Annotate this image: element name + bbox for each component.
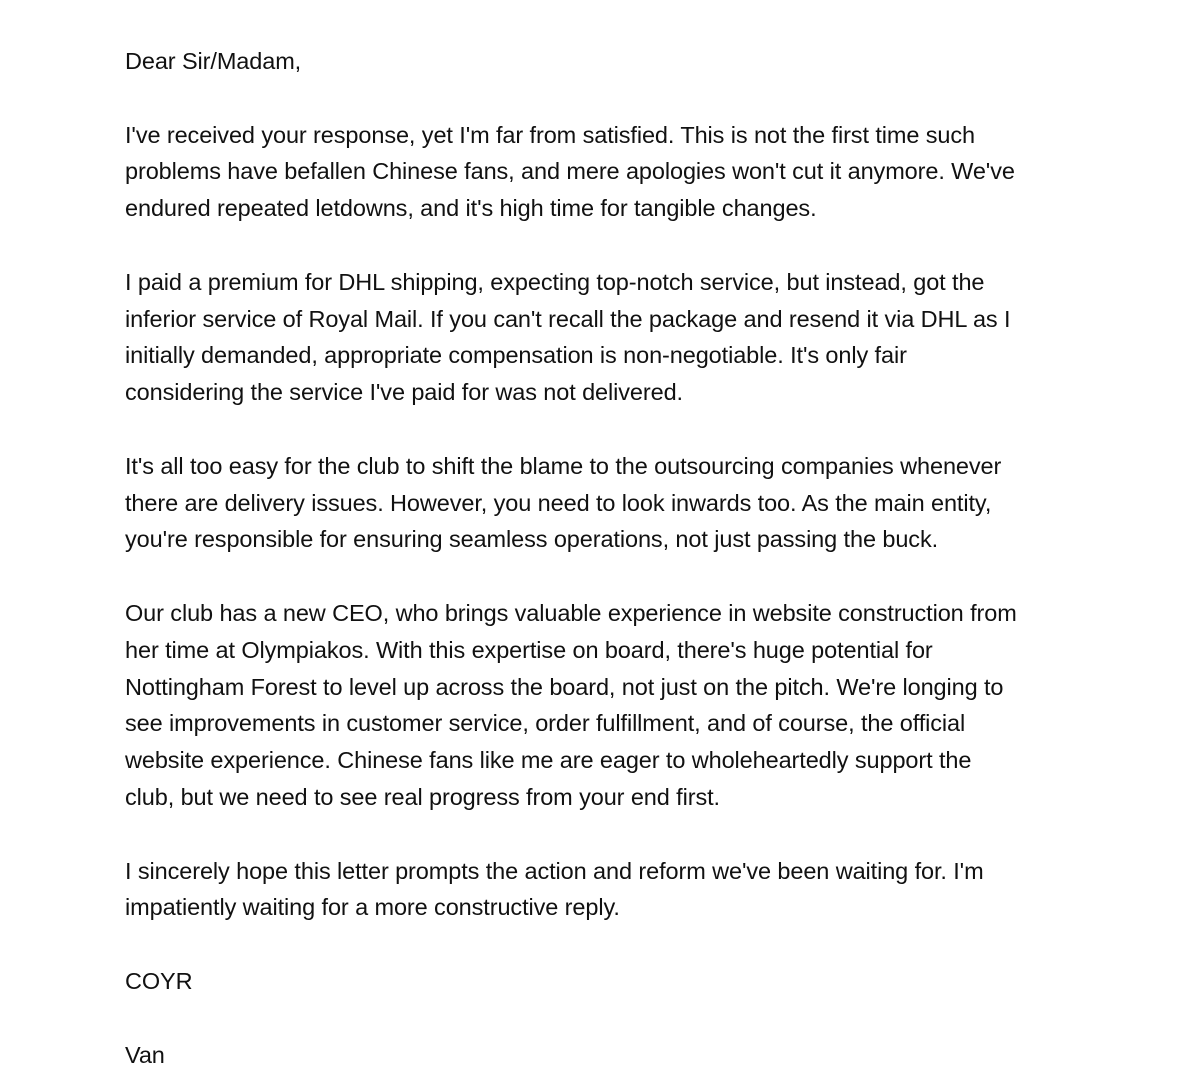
paragraph-conclusion: I sincerely hope this letter prompts the action and reform we've been waiting for. I'm impatiently waiting for a more constructive reply. xyxy=(125,857,984,921)
closing: COYR xyxy=(125,967,193,994)
salutation: Dear Sir/Madam, xyxy=(125,48,302,74)
letter-body xyxy=(125,43,1065,1073)
signature: Van xyxy=(125,1041,165,1068)
paragraph-shipping: I paid a premium for DHL shipping, expecting top-notch service, but instead, got the inferior service of Royal Mail. If you can't recall the package and resend it via DHL as I initially demanded, appropriate compensation is non-negotiable. It's only fair considering the service I've paid for was not delivered. xyxy=(125,268,1011,406)
paragraph-ceo: Our club has a new CEO, who brings valuable experience in website construction from her time at Olympiakos. With this expertise on board, there's huge potential for Nottingham Forest to level up across the board, not just on the pitch. We're longing to see improvements in customer service, order fulfillment, and of course, the official website experience. Chinese fans like me are eager to wholeheartedly support the club, but we need to see real progress from your end first. xyxy=(125,599,1017,810)
paragraph-responsibility: It's all too easy for the club to shift the blame to the outsourcing companies whenever there are delivery issues. However, you need to look inwards too. As the main entity, you're responsible for ensuring seamless operations, not just passing the buck. xyxy=(125,452,1002,553)
paragraph-complaint: I've received your response, yet I'm far from satisfied. This is not the first time such problems have befallen Chinese fans, and mere apologies won't cut it anymore. We've endured repeated letdowns, and it's high time for tangible changes. xyxy=(125,121,1015,222)
